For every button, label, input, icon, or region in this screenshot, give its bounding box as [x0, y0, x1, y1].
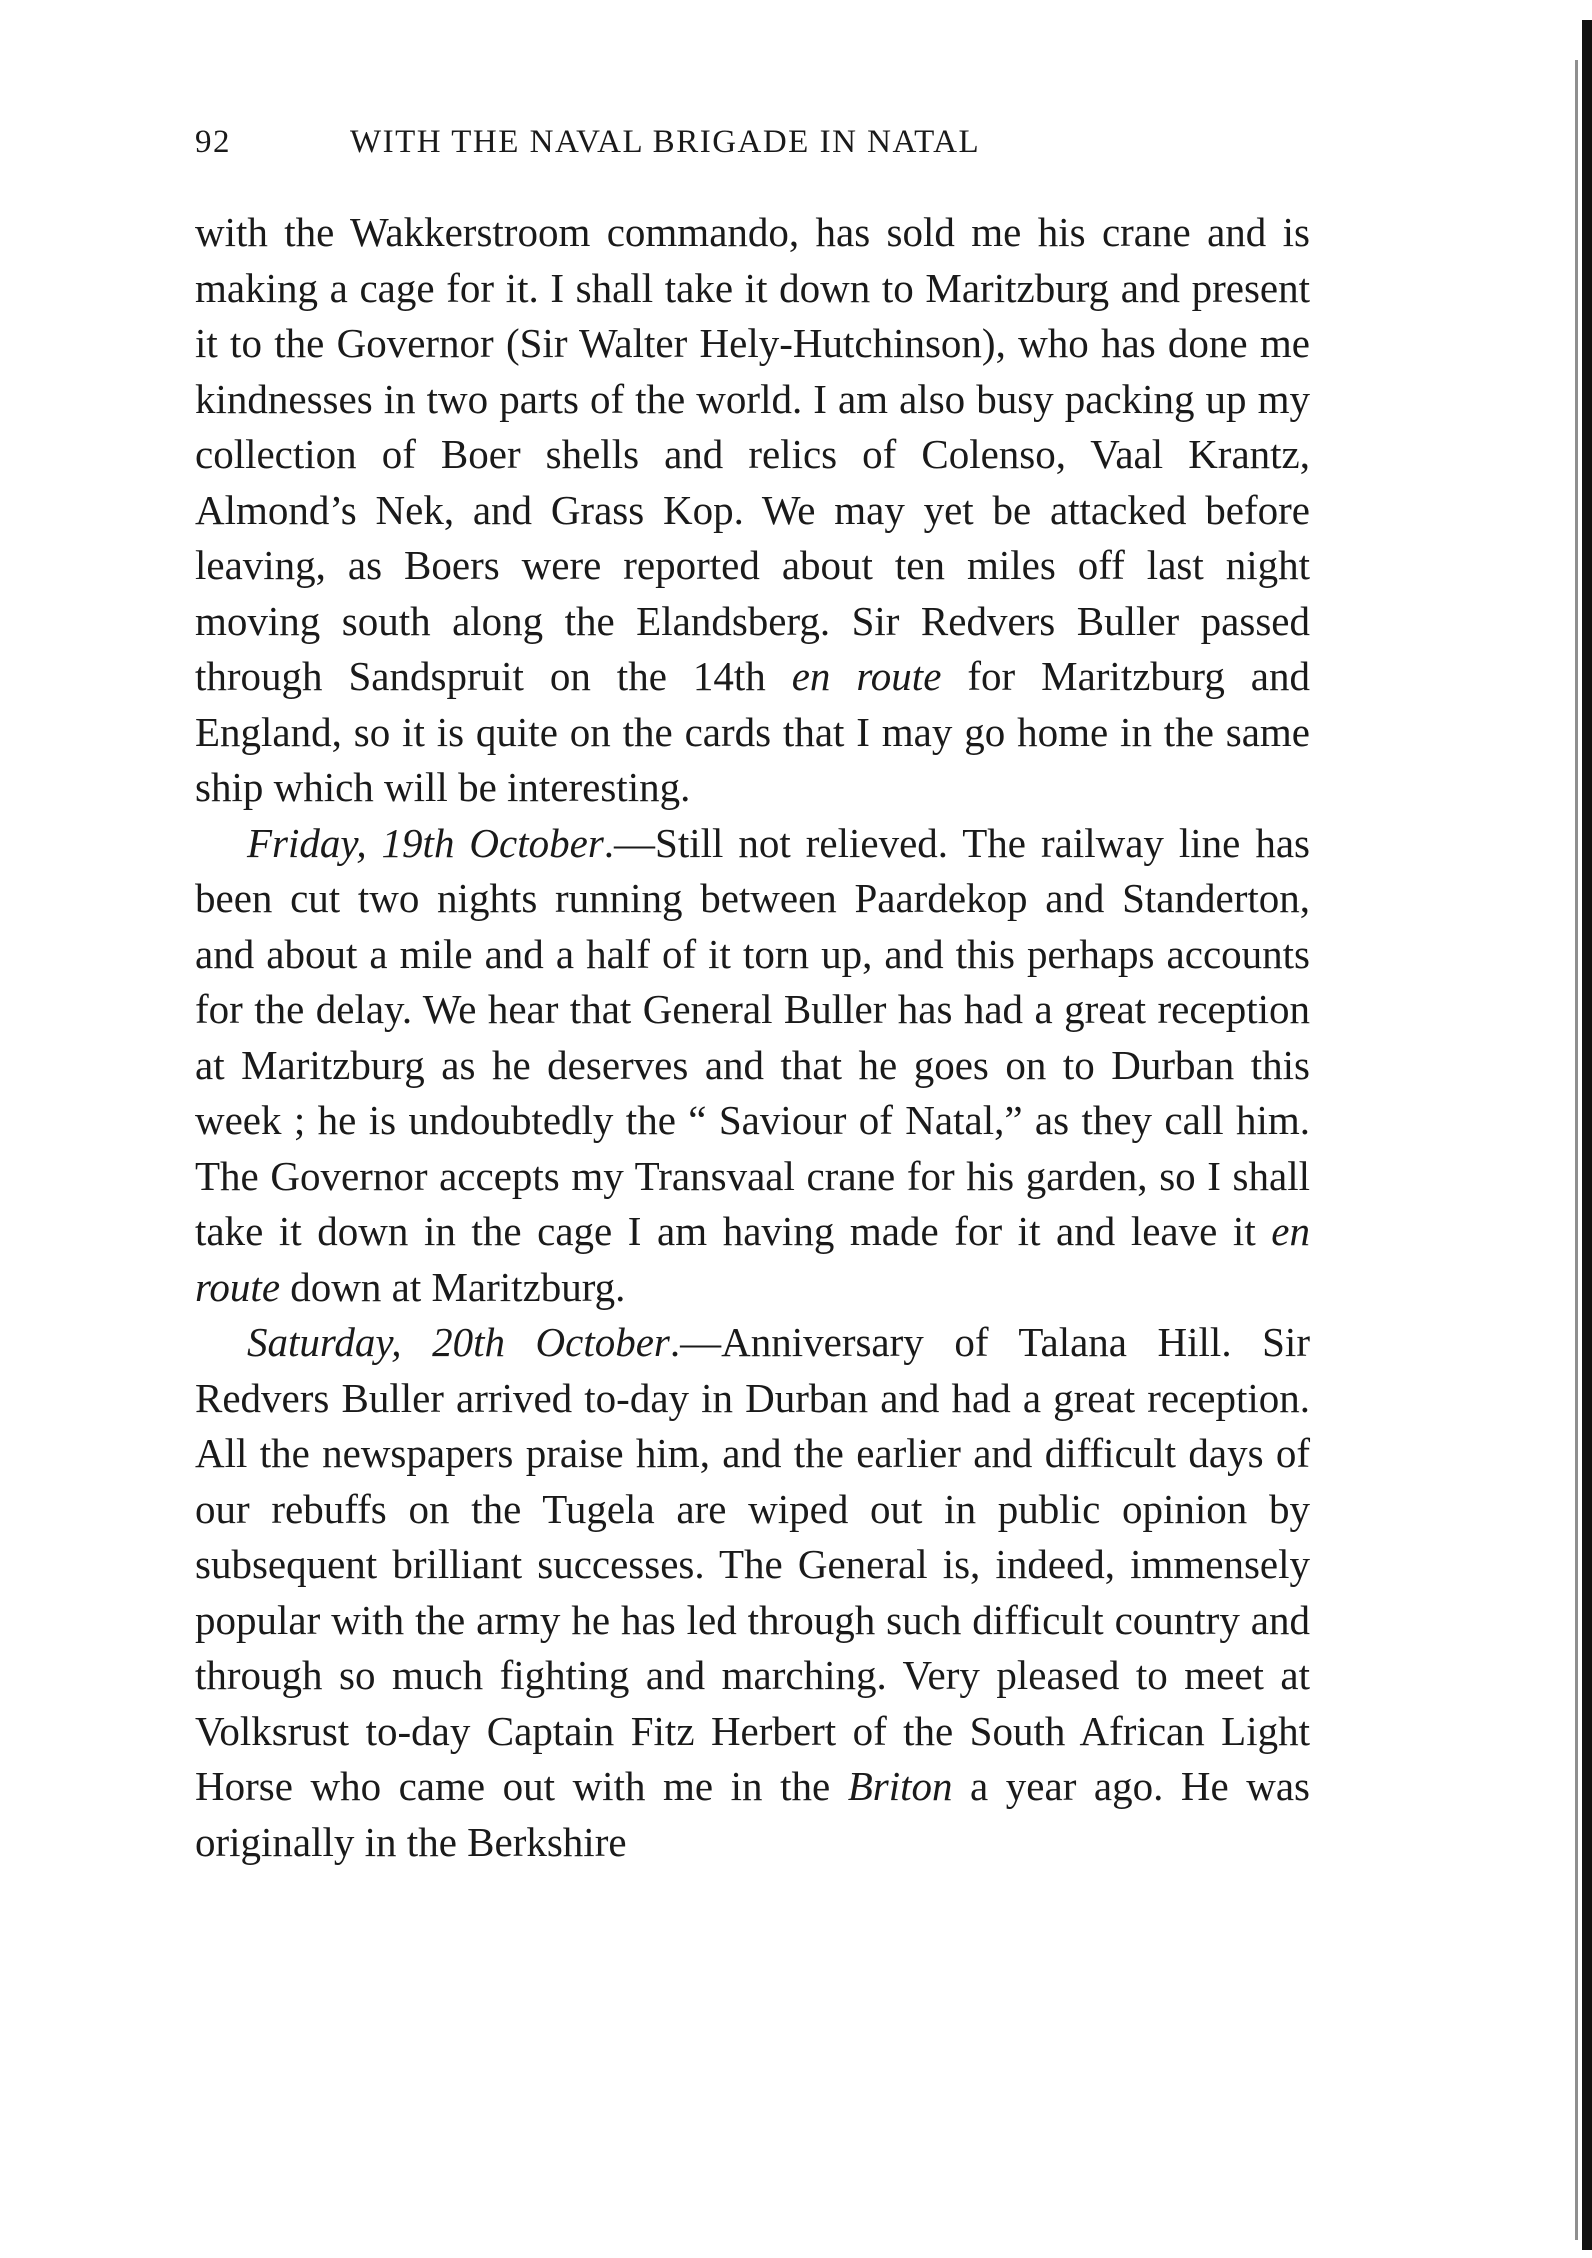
paragraph	[195, 816, 1310, 1316]
italic-run: en route	[195, 1208, 1310, 1310]
text-run: with the Wakkerstroom commando, has sold me his crane and is making a cage for it. I shall take it down to Maritzburg and present it to the Governor (Sir Walter Hely-Hutchinson), who has done me kindnesses in two parts of the world. I am also busy packing up my collection of Boer shells and relics of Colenso, Vaal Krantz, Almond’s Nek, and Grass Kop. We may yet be attacked before leaving, as Boers were reported about ten miles off last night moving south along the Elandsberg. Sir Redvers Buller passed through Sandspruit on the 14th	[195, 209, 1310, 699]
text-run: .—Still not relieved. The railway line has been cut two nights running between Paardekop and Standerton, and about a mile and a half of it torn up, and this perhaps accounts for the delay. We hear that General Buller has had a great reception at Maritzburg as he deserves and that he goes on to Durban this week ; he is undoubtedly the “ Saviour of Natal,” as they call him. The Governor accepts my Transvaal crane for his garden, so I shall take it down in the cage I am having made for it and leave it	[195, 819, 1310, 1254]
italic-run: en route	[791, 653, 942, 699]
body-text	[195, 205, 1310, 1870]
page-edge-shadow	[1582, 20, 1592, 2250]
paragraph	[195, 1315, 1310, 1870]
page-number: 92	[195, 124, 231, 160]
text-run: .—Anniversary of Talana Hill. Sir Redvers Buller arrived to-day in Durban and had a great reception. All the newspapers praise him, and the earlier and difficult days of our rebuffs on the Tugela are wiped out in public opinion by subsequent brilliant successes. The General is, indeed, immensely popular with the army he has led through such difficult country and through so much fighting and marching. Very pleased to meet at Volksrust to-day Captain Fitz Herbert of the South African Light Horse who came out with me in the	[195, 1319, 1310, 1809]
text-run: for Maritzburg and England, so it is quite on the cards that I may go home in the same ship which will be interesting.	[195, 653, 1310, 810]
italic-run: Saturday, 20th October	[247, 1319, 670, 1365]
text-run: a year ago. He was originally in the Berkshire	[195, 1763, 1310, 1865]
page-header	[195, 124, 1305, 174]
paragraph	[195, 205, 1310, 816]
italic-run: Friday, 19th October	[247, 819, 604, 866]
text-run: down at Maritzburg.	[280, 1263, 626, 1310]
page-edge-shadow-inner	[1575, 60, 1578, 2240]
italic-run: Briton	[847, 1763, 953, 1809]
running-title: WITH THE NAVAL BRIGADE IN NATAL	[350, 124, 981, 160]
